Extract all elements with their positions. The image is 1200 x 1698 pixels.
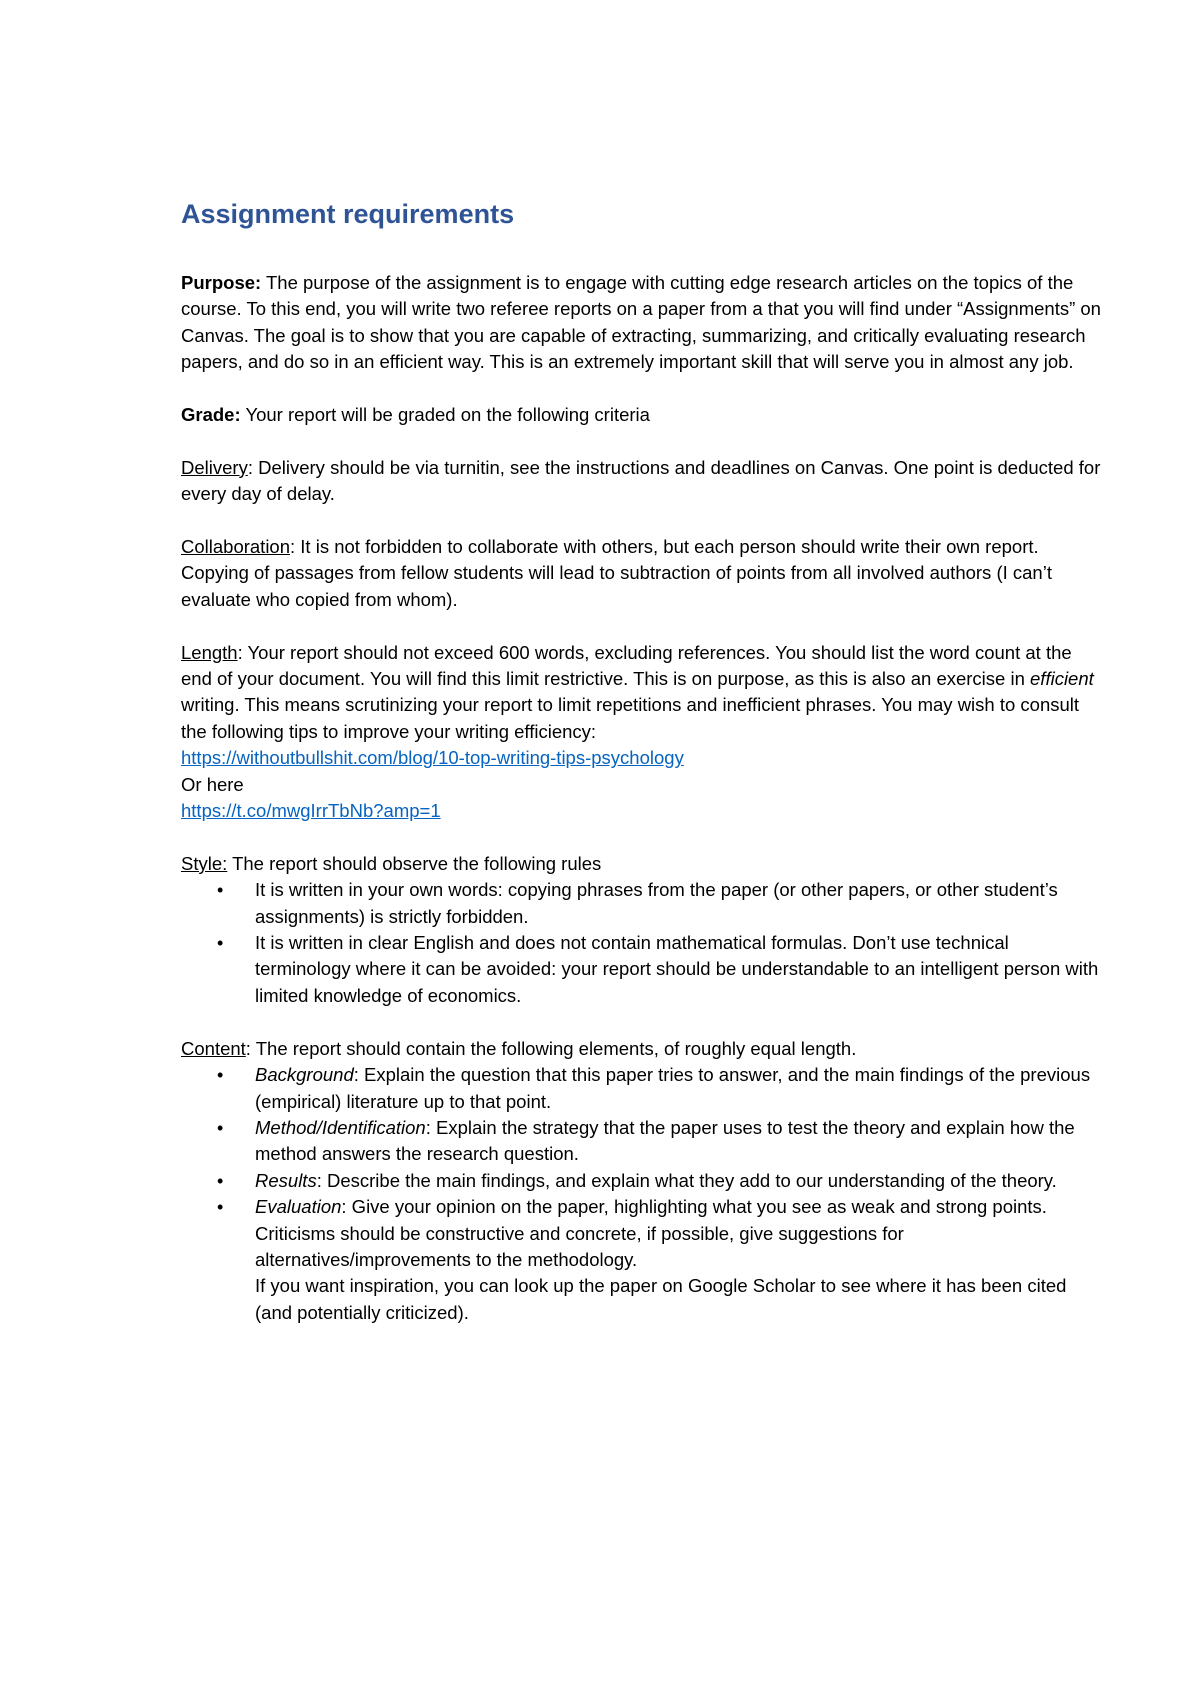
page-title: Assignment requirements <box>181 199 515 229</box>
content-item-extra: If you want inspiration, you can look up the paper on Google Scholar to see where it has been cited (and potentially criticized). <box>255 1275 1067 1323</box>
delivery-colon: : <box>247 456 253 478</box>
length-emphasis: efficient <box>1030 668 1094 690</box>
list-item <box>181 930 1101 1009</box>
list-item <box>181 1062 1101 1115</box>
content-item-term: Evaluation <box>255 1196 342 1218</box>
bullet-icon: • <box>217 1117 224 1138</box>
purpose-label: Purpose: <box>181 272 262 293</box>
purpose-paragraph <box>181 270 1101 376</box>
content-colon: : <box>245 1037 251 1059</box>
style-section <box>181 851 1101 1009</box>
delivery-label: Delivery <box>181 456 248 478</box>
collaboration-colon: : <box>290 536 296 558</box>
purpose-text: The purpose of the assignment is to engage with cutting edge research articles on the topics of the course. To this end, you will write two referee reports on a paper from a that you will find under “Assignments” on Canvas. The goal is to show that you are capable of extracting, summarizing, and critically evaluating research papers, and do so in an efficient way. This is an extremely important skill that will serve you in almost any job. <box>181 272 1101 373</box>
content-item-text: : Describe the main findings, and explain what they add to our understanding of the theory. <box>316 1169 1057 1191</box>
collaboration-paragraph <box>181 534 1101 613</box>
content-text: The report should contain the following elements, of roughly equal length. <box>250 1037 857 1059</box>
bullet-icon: • <box>217 1197 224 1218</box>
length-text-before: Your report should not exceed 600 words, excluding references. You should list the word count at the end of your document. You will find this limit restrictive. This is on purpose, as this is also an exercise in <box>181 641 1072 690</box>
content-item-term: Results <box>255 1169 317 1191</box>
style-label: Style: <box>181 852 228 874</box>
delivery-paragraph <box>181 455 1101 508</box>
collaboration-label: Collaboration <box>181 536 291 558</box>
bullet-icon: • <box>217 933 224 954</box>
style-item-text: It is written in your own words: copying phrases from the paper (or other papers, or other student’s assignments) is strictly forbidden. <box>255 879 1058 927</box>
list-item <box>181 1115 1101 1168</box>
list-item <box>181 877 1101 930</box>
length-paragraph <box>181 640 1101 825</box>
list-item <box>181 1168 1101 1194</box>
bullet-icon: • <box>217 1065 224 1086</box>
or-here-text: Or here <box>181 773 244 795</box>
length-label: Length <box>181 641 238 663</box>
content-item-term: Method/Identification <box>255 1116 426 1138</box>
bullet-icon: • <box>217 880 224 901</box>
content-item-text: : Explain the question that this paper tries to answer, and the main findings of the previous (empirical) literature up to that point. <box>255 1064 1091 1112</box>
style-item-text: It is written in clear English and does not contain mathematical formulas. Don’t use technical terminology where it can be avoided: your report should be understandable to an intelligent person with limited knowledge of economics. <box>255 932 1099 1006</box>
grade-paragraph <box>181 402 1101 428</box>
writing-tips-link[interactable]: https://withoutbullshit.com/blog/10-top-writing-tips-psychology <box>181 747 684 769</box>
bullet-icon: • <box>217 1170 224 1191</box>
short-link[interactable]: https://t.co/mwgIrrTbNb?amp=1 <box>181 800 441 822</box>
grade-label: Grade: <box>181 404 241 426</box>
grade-text: Your report will be graded on the following criteria <box>240 404 650 426</box>
content-section <box>181 1036 1101 1326</box>
content-item-term: Background <box>255 1064 354 1086</box>
length-text-after: writing. This means scrutinizing your report to limit repetitions and inefficient phrases. You may wish to consult the following tips to improve your writing efficiency: <box>181 694 1080 742</box>
document-body <box>181 196 1101 1353</box>
content-list <box>181 1062 1101 1326</box>
content-item-text: : Explain the strategy that the paper uses to test the theory and explain how the method answers the research question. <box>255 1116 1075 1165</box>
content-label: Content <box>181 1037 246 1059</box>
collaboration-text: It is not forbidden to collaborate with others, but each person should write their own report. Copying of passages from fellow students will lead to subtraction of points from all involved authors (I can’t evaluate who copied from whom). <box>181 536 1052 610</box>
delivery-text: Delivery should be via turnitin, see the instructions and deadlines on Canvas. One point is deducted for every day of delay. <box>181 456 1101 505</box>
style-list <box>181 877 1101 1009</box>
content-item-text: : Give your opinion on the paper, highlighting what you see as weak and strong points. Criticisms should be constructive and concrete, if possible, give suggestions for alternatives/improvements to the methodology. <box>255 1196 1047 1270</box>
list-item <box>181 1194 1101 1326</box>
length-colon: : <box>237 641 243 663</box>
style-text: The report should observe the following rules <box>227 852 602 874</box>
